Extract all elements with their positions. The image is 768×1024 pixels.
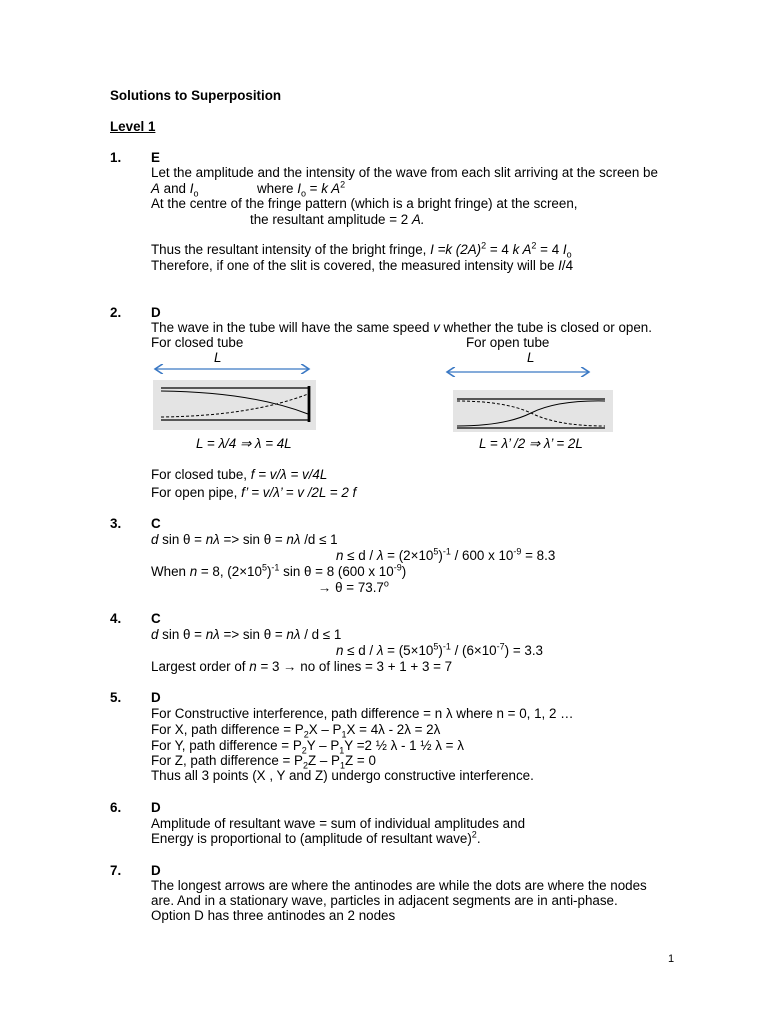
q1-line: Therefore, if one of the slit is covered, the measured intensity will be I/4	[151, 258, 574, 273]
q5-line: Thus all 3 points (X , Y and Z) undergo constructive interference.	[151, 768, 534, 783]
page-number: 1	[668, 953, 675, 965]
answer-letter: C	[151, 516, 161, 531]
q5-line: For Constructive interference, path difference = n λ where n = 0, 1, 2 …	[151, 706, 574, 721]
question-number: 7.	[110, 863, 122, 878]
q6-line: Amplitude of resultant wave = sum of individual amplitudes and	[151, 816, 526, 831]
q1-line: A and $I_o$	[151, 181, 199, 199]
q2-line: For open pipe, f’ = v/λ’ = v /2L = 2 f	[151, 485, 357, 500]
q3-line: d sin θ = nλ => sin θ = nλ /d ≤ 1	[151, 532, 338, 547]
answer-letter: D	[151, 800, 161, 815]
q7-line: The longest arrows are where the antinodes are while the dots are where the nodes	[151, 878, 647, 893]
q7-line: Option D has three antinodes an 2 nodes	[151, 908, 396, 923]
answer-letter: D	[151, 863, 161, 878]
document-title: Solutions to Superposition	[110, 88, 282, 103]
q2-line: For closed tube, f = v/λ = v/4L	[151, 467, 328, 482]
question-number: 1.	[110, 150, 122, 165]
length-label: L	[527, 350, 535, 365]
q3-line: $n \le d / \lambda = (2\times 10^5)^{-1} / 600$ x $10^{-9} = 8.3$	[336, 546, 556, 563]
q5-line: For X, path difference = $P_2X - P_1X = 4\lambda - 2\lambda = 2\lambda$	[151, 722, 441, 740]
q6-line: Energy is proportional to (amplitude of resultant wave)$^2$.	[151, 829, 481, 846]
level-heading: Level 1	[110, 119, 156, 134]
answer-letter: E	[151, 150, 160, 165]
answer-letter: C	[151, 611, 161, 626]
q5-line: For Z, path difference = $P_2Z - P_1Z = 0$	[151, 753, 376, 771]
question-number: 6.	[110, 800, 122, 815]
q1-line: At the centre of the fringe pattern (which is a bright fringe) at the screen,	[151, 196, 578, 211]
q1-line: Thus the resultant intensity of the bright fringe, I =k $(2A)^2 = 4$ k $A^2 = 4$ $I_o$	[151, 240, 572, 260]
q3-line: When n = 8, $(2\times 10^5)^{-1}$ sin θ = 8 (600 x $10^{-9}$)	[151, 562, 407, 579]
answer-letter: D	[151, 305, 161, 320]
q1-line: where $I_o = k$ $A^2$	[257, 179, 346, 199]
open-tube-equation: L = λ’ /2 ⇒ λ’ = 2L	[479, 436, 583, 451]
question-number: 4.	[110, 611, 122, 626]
q7-line: are. And in a stationary wave, particles in adjacent segments are in anti-phase.	[151, 893, 618, 908]
q4-line: $n \le d / \lambda = (5\times 10^5)^{-1} / (6\times 10^{-7}) = 3.3$	[336, 641, 543, 658]
q4-line: Largest order of n = 3 → no of lines = 3 + 1 + 3 = 7	[151, 659, 453, 674]
question-number: 2.	[110, 305, 122, 320]
q1-line: Let the amplitude and the intensity of the wave from each slit arriving at the screen be	[151, 165, 658, 180]
q3-line: → $\theta = 73.7^o$	[318, 578, 389, 595]
closed-tube-diagram	[151, 362, 321, 432]
open-tube-diagram	[445, 362, 615, 432]
q4-line: d sin θ = nλ => sin θ = nλ / d ≤ 1	[151, 627, 342, 642]
open-tube-label: For open tube	[466, 335, 550, 350]
question-number: 5.	[110, 690, 122, 705]
answer-letter: D	[151, 690, 161, 705]
closed-tube-equation: L = λ/4 ⇒ λ = 4L	[196, 436, 292, 451]
question-number: 3.	[110, 516, 122, 531]
q2-line: The wave in the tube will have the same speed v whether the tube is closed or open.	[151, 320, 652, 335]
q5-line: For Y, path difference = $P_2Y - P_1Y =2$ ½ λ - 1 ½ λ = λ	[151, 738, 464, 756]
closed-tube-label: For closed tube	[151, 335, 244, 350]
length-label: L	[214, 350, 222, 365]
q1-line: the resultant amplitude = 2 A.	[250, 212, 425, 227]
